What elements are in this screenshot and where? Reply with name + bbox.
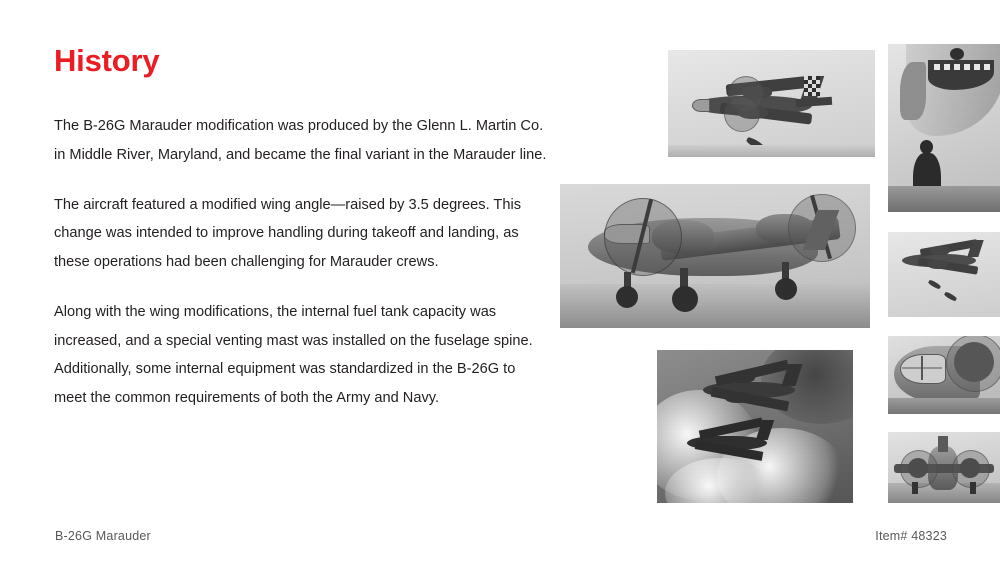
film-grain-overlay xyxy=(888,44,1000,212)
film-grain-overlay xyxy=(888,336,1000,414)
page-title: History xyxy=(54,43,160,78)
b26-parked-on-airfield-photo[interactable] xyxy=(560,184,870,328)
photo-1-scene xyxy=(668,50,875,157)
b26-dropping-bombs-photo[interactable] xyxy=(888,232,1000,317)
footer-item-number: Item# 48323 xyxy=(875,529,947,543)
text-column xyxy=(54,44,554,412)
body-paragraph-2: The aircraft featured a modified wing angle—raised by 3.5 degrees. This change was intended to improve handling during takeoff and landing, as these operations had been challenging for Marauder crews. xyxy=(54,197,521,270)
footer-subject-label: B-26G Marauder xyxy=(55,529,151,543)
photo-5-scene xyxy=(657,350,853,503)
film-grain-overlay xyxy=(657,350,853,503)
photo-4-scene xyxy=(888,232,1000,317)
film-grain-overlay xyxy=(668,50,875,157)
film-grain-overlay xyxy=(560,184,870,328)
body-paragraph-3: Along with the wing modifications, the internal fuel tank capacity was increased, and a special venting mast was installed on the fuselage spine. Additionally, some internal equipment was standardized in the B-26G to meet the common requirements of both the Army and Navy. xyxy=(54,304,533,406)
photo-6-scene xyxy=(888,336,1000,414)
body-paragraph-1: The B-26G Marauder modification was produced by the Glenn L. Martin Co. in Middle River, Maryland, and became the final variant in the Marauder line. xyxy=(54,118,547,163)
photo-3-scene xyxy=(560,184,870,328)
film-grain-overlay xyxy=(888,232,1000,317)
b26-nose-art-with-crewman-photo[interactable] xyxy=(888,44,1000,212)
b26-nose-closeup-photo[interactable] xyxy=(888,336,1000,414)
photo-7-scene xyxy=(888,432,1000,503)
film-grain-overlay xyxy=(888,432,1000,503)
b26-front-view-on-ground-photo[interactable] xyxy=(888,432,1000,503)
photo-2-scene xyxy=(888,44,1000,212)
b26-formation-over-clouds-photo[interactable] xyxy=(657,350,853,503)
b26-in-flight-checkered-tail-photo[interactable] xyxy=(668,50,875,157)
